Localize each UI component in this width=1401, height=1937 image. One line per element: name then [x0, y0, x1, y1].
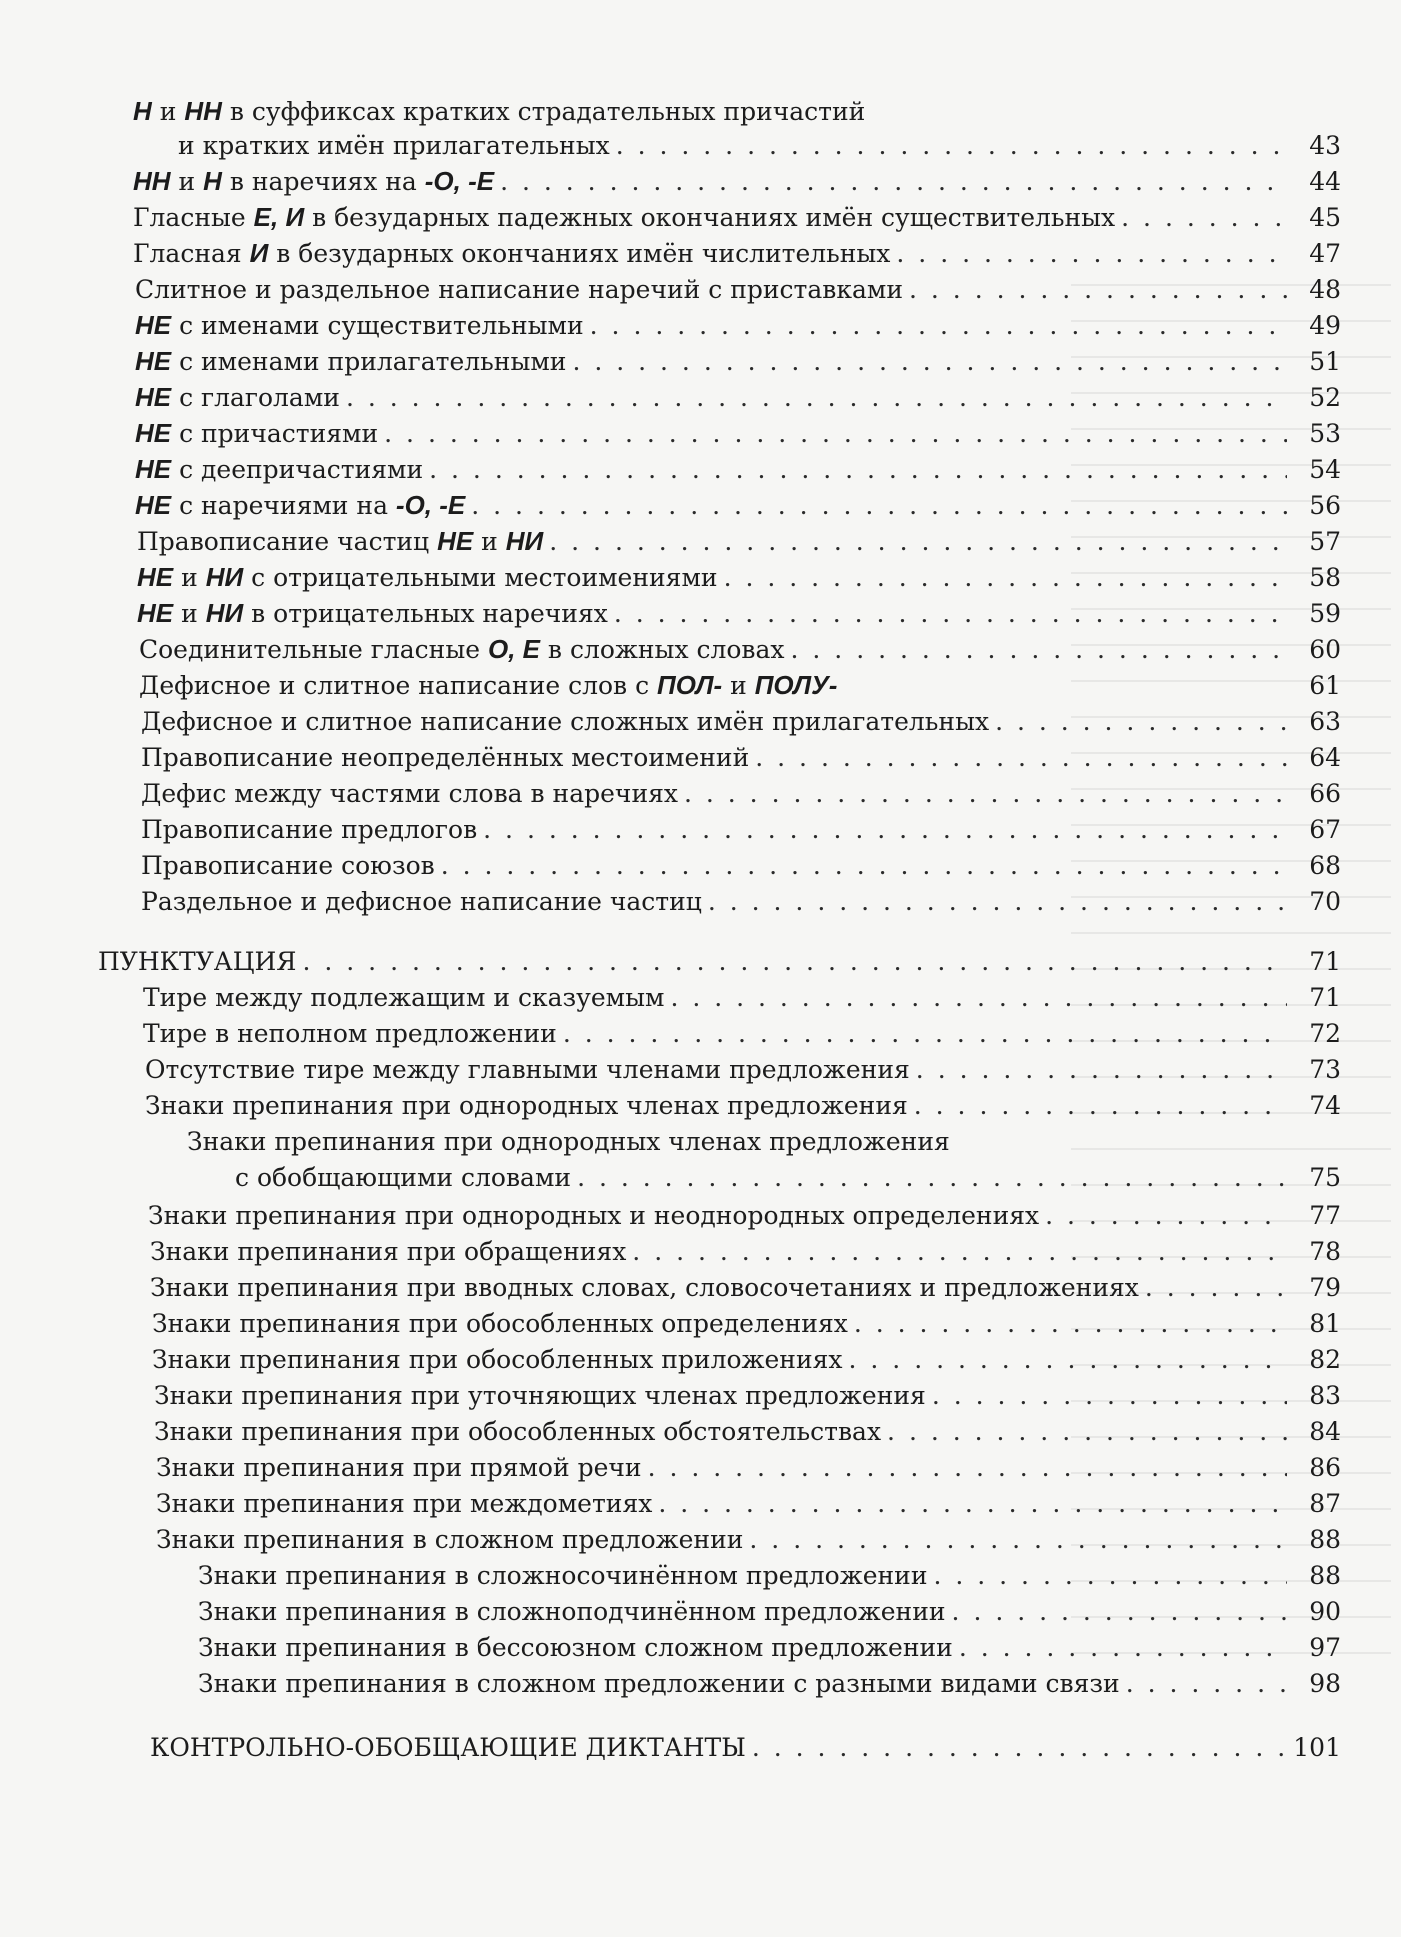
title-text: и	[173, 563, 206, 592]
title-text: Слитное и раздельное написание наречий с приставками	[135, 275, 904, 304]
toc-entry	[0, 378, 1401, 414]
toc-entry-title	[133, 237, 890, 270]
toc-entry-title	[150, 1272, 1139, 1304]
page-number: 47	[1309, 239, 1341, 268]
dot-leader	[563, 1018, 1287, 1050]
toc-entry	[0, 702, 1401, 738]
term-highlight: НИ	[205, 562, 244, 592]
dot-leader	[500, 166, 1287, 198]
page-number: 59	[1309, 599, 1341, 628]
toc-entry-title	[198, 1560, 927, 1592]
toc-entry	[0, 666, 1401, 702]
page-number: 48	[1309, 275, 1341, 304]
title-text: Знаки препинания при обособленных приложениях	[152, 1345, 843, 1374]
page-number: 90	[1309, 1597, 1341, 1626]
term-highlight: НИ	[505, 526, 544, 556]
title-text: Тире в неполном предложении	[143, 1019, 557, 1048]
toc-entry-title	[137, 525, 543, 558]
page-number: 63	[1309, 707, 1341, 736]
term-highlight: ПОЛ-	[657, 670, 723, 700]
toc-entry-title	[154, 1380, 926, 1412]
toc-entry	[0, 486, 1401, 522]
term-highlight: НЕ	[135, 454, 172, 484]
toc-entry	[0, 1340, 1401, 1376]
page-number: 57	[1309, 527, 1341, 556]
page-number: 73	[1309, 1055, 1341, 1084]
page-number: 67	[1309, 815, 1341, 844]
toc-entry	[0, 558, 1401, 594]
page-number: 45	[1309, 203, 1341, 232]
title-text: Правописание частиц	[137, 527, 438, 556]
title-text: Гласная	[133, 239, 250, 268]
toc-entry	[0, 1122, 1401, 1158]
page-number: 53	[1309, 419, 1341, 448]
toc-entry	[0, 594, 1401, 630]
toc-entry-title	[141, 706, 989, 738]
toc-entry	[0, 1014, 1401, 1050]
title-text: Знаки препинания при однородных и неоднородных определениях	[148, 1201, 1040, 1230]
toc-entry-title	[135, 274, 903, 306]
dot-leader	[933, 1560, 1287, 1592]
toc-entry-title	[156, 1524, 743, 1556]
page-number: 56	[1309, 491, 1341, 520]
title-text: с именами существительными	[171, 311, 584, 340]
toc-entry-title	[137, 561, 718, 594]
dot-leader	[959, 1632, 1287, 1664]
title-text: и	[151, 97, 185, 126]
dot-leader	[1126, 1668, 1287, 1700]
dot-leader	[303, 946, 1288, 978]
dot-leader	[648, 1452, 1287, 1484]
toc-entry	[0, 978, 1401, 1014]
title-text: в суффиксах кратких страдательных причастий	[221, 97, 866, 126]
dot-leader	[684, 778, 1287, 810]
dot-leader	[755, 742, 1287, 774]
toc-entry	[0, 1376, 1401, 1412]
title-text: с причастиями	[171, 419, 379, 448]
title-text: в наречиях на	[221, 167, 425, 196]
page-number: 66	[1309, 779, 1341, 808]
dot-leader	[590, 310, 1287, 342]
toc-entry-title	[139, 669, 837, 702]
title-text: Правописание союзов	[141, 851, 435, 880]
page-number: 84	[1309, 1417, 1341, 1446]
toc-entry	[0, 1484, 1401, 1520]
dot-leader	[995, 706, 1287, 738]
toc-section-heading	[0, 1728, 1401, 1764]
toc-entry	[0, 1556, 1401, 1592]
toc-entry-title	[135, 417, 378, 450]
dot-leader	[670, 982, 1287, 1014]
toc-entry	[0, 1664, 1401, 1700]
toc-entry-title	[156, 1488, 652, 1520]
toc-entry-title	[198, 1632, 953, 1664]
title-text: с именами прилагательными	[171, 347, 567, 376]
title-text: Знаки препинания в сложносочинённом предложении	[198, 1561, 928, 1590]
page-number: 58	[1309, 563, 1341, 592]
term-highlight: НН	[133, 166, 171, 196]
title-text: с отрицательными местоимениями	[243, 563, 718, 592]
title-text: Дефисное и слитное написание сложных имён прилагательных	[141, 707, 990, 736]
toc-entry	[0, 92, 1401, 128]
title-text: и	[173, 599, 206, 628]
dot-leader	[658, 1488, 1287, 1520]
title-text: Знаки препинания при прямой речи	[156, 1453, 642, 1482]
title-text: Дефис между частями слова в наречиях	[141, 779, 678, 808]
title-text: в сложных словах	[539, 635, 785, 664]
toc-entry-title	[143, 982, 664, 1014]
page-number: 77	[1309, 1201, 1341, 1230]
toc-entry-title	[150, 1732, 746, 1764]
toc-entry	[0, 1086, 1401, 1122]
title-text: Раздельное и дефисное написание частиц	[141, 887, 702, 916]
toc-entry-title	[154, 1416, 881, 1448]
page-number: 82	[1309, 1345, 1341, 1374]
page-number: 71	[1309, 947, 1341, 976]
toc-entry	[0, 522, 1401, 558]
page-number: 61	[1309, 671, 1341, 700]
title-text: с глаголами	[171, 383, 340, 412]
toc-entry	[0, 162, 1401, 198]
toc-entry-title	[198, 1596, 946, 1628]
title-text: Знаки препинания в сложноподчинённом предложении	[198, 1597, 946, 1626]
term-highlight: Н	[133, 96, 152, 126]
title-text: Отсутствие тире между главными членами предложения	[145, 1055, 910, 1084]
title-text: Правописание неопределённых местоимений	[141, 743, 750, 772]
dot-leader	[483, 814, 1287, 846]
title-text: и	[170, 167, 204, 196]
dot-leader	[932, 1380, 1287, 1412]
toc-entry	[0, 738, 1401, 774]
title-text: и	[722, 671, 755, 700]
dot-leader	[749, 1524, 1287, 1556]
page-number: 75	[1309, 1163, 1341, 1192]
dot-leader	[384, 418, 1287, 450]
term-highlight: И	[249, 238, 269, 268]
title-text: и кратких имён прилагательных	[178, 131, 610, 160]
term-highlight: Е, И	[253, 202, 305, 232]
page-number: 88	[1309, 1561, 1341, 1590]
title-text: Знаки препинания при междометиях	[156, 1489, 653, 1518]
dot-leader	[346, 382, 1287, 414]
title-text: Знаки препинания при обособленных определениях	[152, 1309, 848, 1338]
page-number: 81	[1309, 1309, 1341, 1338]
toc-entry-title	[150, 1236, 626, 1268]
title-text: Знаки препинания в сложном предложении с разными видами связи	[198, 1669, 1120, 1698]
toc-entry	[0, 846, 1401, 882]
title-text: Знаки препинания при обособленных обстоятельствах	[154, 1417, 882, 1446]
dot-leader	[708, 886, 1287, 918]
toc-entry-title	[156, 1452, 642, 1484]
toc-entry-title	[133, 95, 865, 128]
toc-entry	[0, 306, 1401, 342]
title-text: Гласные	[133, 203, 254, 232]
title-text: Знаки препинания при однородных членах предложения	[187, 1127, 950, 1156]
term-highlight: НЕ	[137, 598, 174, 628]
toc-entry-title	[141, 778, 678, 810]
page-number: 71	[1309, 983, 1341, 1012]
toc-entry	[0, 1304, 1401, 1340]
page-number: 52	[1309, 383, 1341, 412]
title-text: с наречиями на	[171, 491, 396, 520]
title-text: в безударных падежных окончаниях имён существительных	[304, 203, 1116, 232]
page-number: 72	[1309, 1019, 1341, 1048]
page-number: 49	[1309, 311, 1341, 340]
dot-leader	[429, 454, 1287, 486]
page-number: 54	[1309, 455, 1341, 484]
title-text: Правописание предлогов	[141, 815, 478, 844]
term-highlight: НН	[184, 96, 222, 126]
toc-entry-title	[141, 850, 435, 882]
page-number: 64	[1309, 743, 1341, 772]
title-text: Знаки препинания при однородных членах предложения	[145, 1091, 908, 1120]
toc-entry-title	[143, 1018, 557, 1050]
dot-leader	[1145, 1272, 1287, 1304]
page-number: 86	[1309, 1453, 1341, 1482]
toc-entry	[0, 1268, 1401, 1304]
term-highlight: О, Е	[487, 634, 540, 664]
title-text: с деепричастиями	[171, 455, 424, 484]
page-number: 78	[1309, 1237, 1341, 1266]
page-number: 98	[1309, 1669, 1341, 1698]
page-number: 79	[1309, 1273, 1341, 1302]
page-number: 97	[1309, 1633, 1341, 1662]
toc-entry	[0, 126, 1401, 162]
title-text: Знаки препинания в бессоюзном сложном предложении	[198, 1633, 953, 1662]
term-highlight: НИ	[205, 598, 244, 628]
term-highlight: НЕ	[437, 526, 474, 556]
toc-entry	[0, 414, 1401, 450]
toc-entry	[0, 1520, 1401, 1556]
dot-leader	[854, 1308, 1287, 1340]
page-number: 60	[1309, 635, 1341, 664]
dot-leader	[909, 274, 1287, 306]
toc-entry	[0, 450, 1401, 486]
page-number: 68	[1309, 851, 1341, 880]
toc-entry-title	[235, 1162, 571, 1194]
dot-leader	[471, 490, 1287, 522]
toc-entry-title	[145, 1054, 910, 1086]
toc-entry-title	[139, 633, 785, 666]
term-highlight: -О, -Е	[424, 166, 495, 196]
dot-leader	[614, 598, 1287, 630]
toc-entry-title	[141, 886, 702, 918]
toc-entry	[0, 1050, 1401, 1086]
toc-entry	[0, 810, 1401, 846]
toc-entry-title	[98, 946, 297, 978]
toc-entry-title	[152, 1344, 843, 1376]
toc-entry	[0, 1196, 1401, 1232]
term-highlight: Н	[203, 166, 222, 196]
title-text: ПУНКТУАЦИЯ	[98, 947, 297, 976]
page-number: 43	[1309, 131, 1341, 160]
title-text: Соединительные гласные	[139, 635, 488, 664]
page-number: 74	[1309, 1091, 1341, 1120]
toc-entry-title	[145, 1090, 908, 1122]
page-number: 87	[1309, 1489, 1341, 1518]
dot-leader	[616, 130, 1287, 162]
page-number: 70	[1309, 887, 1341, 916]
toc-entry-title	[137, 597, 608, 630]
toc-entry-title	[135, 453, 423, 486]
toc-entry-title	[135, 489, 465, 522]
title-text: Дефисное и слитное написание слов с	[139, 671, 658, 700]
toc-entry-title	[133, 201, 1115, 234]
toc-entry	[0, 1232, 1401, 1268]
toc-entry-title	[148, 1200, 1039, 1232]
toc-entry	[0, 1158, 1401, 1194]
toc-entry-title	[152, 1308, 848, 1340]
dot-leader	[1045, 1200, 1287, 1232]
title-text: Знаки препинания в сложном предложении	[156, 1525, 744, 1554]
title-text: Знаки препинания при обращениях	[150, 1237, 627, 1266]
toc-entry	[0, 198, 1401, 234]
toc-entry	[0, 342, 1401, 378]
toc-entry	[0, 270, 1401, 306]
toc-entry-title	[135, 381, 340, 414]
term-highlight: НЕ	[135, 418, 172, 448]
toc-entry-title	[135, 309, 584, 342]
dot-leader	[914, 1090, 1287, 1122]
toc-entry	[0, 234, 1401, 270]
page-number: 44	[1309, 167, 1341, 196]
term-highlight: НЕ	[135, 310, 172, 340]
page-number: 83	[1309, 1381, 1341, 1410]
page-number: 101	[1293, 1733, 1341, 1762]
toc-entry	[0, 630, 1401, 666]
term-highlight: НЕ	[135, 346, 172, 376]
dot-leader	[752, 1732, 1287, 1764]
title-text: Тире между подлежащим и сказуемым	[143, 983, 665, 1012]
dot-leader	[577, 1162, 1287, 1194]
toc-entry	[0, 882, 1401, 918]
toc-entry	[0, 1628, 1401, 1664]
toc-section-heading	[0, 942, 1401, 978]
title-text: Знаки препинания при уточняющих членах предложения	[154, 1381, 926, 1410]
toc-entry	[0, 1592, 1401, 1628]
toc-entry-title	[133, 165, 494, 198]
dot-leader	[1121, 202, 1287, 234]
dot-leader	[952, 1596, 1287, 1628]
dot-leader	[724, 562, 1287, 594]
dot-leader	[896, 238, 1287, 270]
title-text: Знаки препинания при вводных словах, словосочетаниях и предложениях	[150, 1273, 1139, 1302]
toc-entry-title	[178, 130, 610, 162]
dot-leader	[849, 1344, 1287, 1376]
toc-entry-title	[141, 814, 477, 846]
title-text: в безударных окончаниях имён числительных	[268, 239, 891, 268]
term-highlight: -О, -Е	[395, 490, 466, 520]
toc-entry	[0, 774, 1401, 810]
dot-leader	[572, 346, 1287, 378]
toc-entry	[0, 1412, 1401, 1448]
page-number: 88	[1309, 1525, 1341, 1554]
term-highlight: ПОЛУ-	[754, 670, 838, 700]
title-text: КОНТРОЛЬНО-ОБОБЩАЮЩИЕ ДИКТАНТЫ	[150, 1733, 746, 1762]
toc-entry-title	[135, 345, 566, 378]
dot-leader	[441, 850, 1287, 882]
toc-entry-title	[141, 742, 749, 774]
dot-leader	[791, 634, 1287, 666]
term-highlight: НЕ	[135, 382, 172, 412]
title-text: и	[473, 527, 506, 556]
term-highlight: НЕ	[137, 562, 174, 592]
dot-leader	[887, 1416, 1287, 1448]
toc-entry-title	[198, 1668, 1120, 1700]
toc-entry-title	[187, 1126, 950, 1158]
dot-leader	[549, 526, 1287, 558]
title-text: с обобщающими словами	[235, 1163, 572, 1192]
dot-leader	[916, 1054, 1287, 1086]
title-text: в отрицательных наречиях	[243, 599, 608, 628]
term-highlight: НЕ	[135, 490, 172, 520]
dot-leader	[632, 1236, 1287, 1268]
toc-entry	[0, 1448, 1401, 1484]
page-number: 51	[1309, 347, 1341, 376]
